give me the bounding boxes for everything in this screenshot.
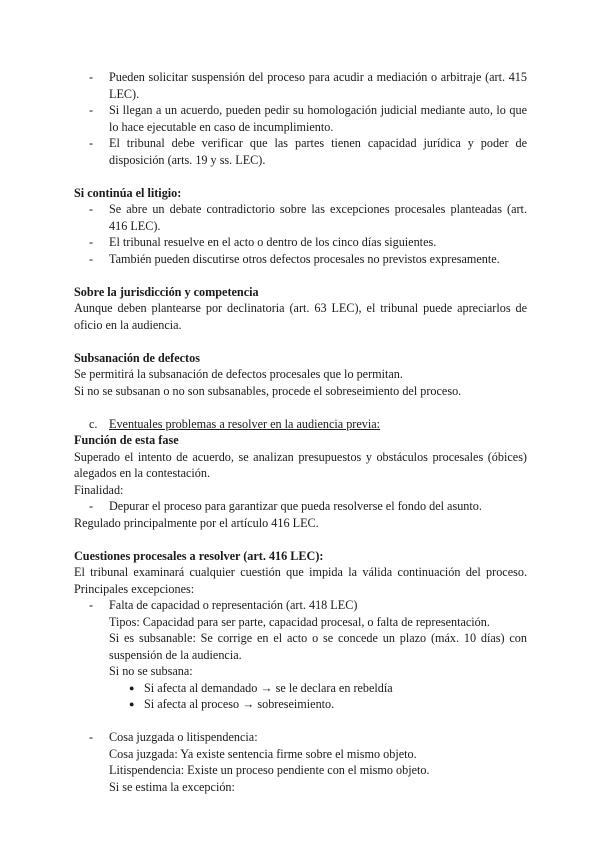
list-item: - El tribunal resuelve en el acto o dentro de los cinco días siguientes.	[74, 234, 527, 251]
list-item: - Si llegan a un acuerdo, pueden pedir su homologación judicial mediante auto, lo que lo hace ejecutable en caso de incumplimiento.	[74, 102, 527, 135]
paragraph: Aunque deben plantearse por declinatoria (art. 63 LEC), el tribunal puede apreciarlos de oficio en la audiencia.	[74, 301, 527, 332]
sub-paragraph: Si no se subsana:	[109, 664, 193, 678]
paragraph: Se permitirá la subsanación de defectos procesales que lo permitan.	[74, 367, 403, 381]
bullet-item: ● Si afecta al demandado → se le declara en rebeldía	[74, 680, 527, 697]
ordered-item-c	[74, 416, 527, 433]
sub-paragraph: Cosa juzgada: Ya existe sentencia firme sobre el mismo objeto.	[109, 746, 417, 761]
list-item: - Depurar el proceso para garantizar que pueda resolverse el fondo del asunto.	[74, 498, 527, 515]
section-heading-jurisdiccion: Sobre la jurisdicción y competencia	[74, 284, 259, 299]
paragraph: El tribunal examinará cualquier cuestión que impida la válida continuación del proceso. Principales excepciones:	[74, 565, 527, 596]
document-content	[74, 69, 527, 795]
section-heading-litigio: Si continúa el litigio:	[74, 185, 182, 200]
list-item-falta: - Falta de capacidad o representación (art. 418 LEC)	[74, 597, 527, 614]
section-title-underlined: Eventuales problemas a resolver en la audiencia previa:	[109, 416, 381, 431]
paragraph: Superado el intento de acuerdo, se analizan presupuestos y obstáculos procesales (óbices) alegados en la contestación.	[74, 449, 527, 480]
sub-paragraph: Tipos: Capacidad para ser parte, capacidad procesal, o falta de representación.	[109, 614, 490, 629]
list-item: - También pueden discutirse otros defectos procesales no previstos expresamente.	[74, 251, 527, 268]
bullet-item: ● Si afecta al proceso → sobreseimiento.	[74, 696, 527, 713]
list-marker: c.	[89, 416, 98, 431]
paragraph: Si no se subsanan o no son subsanables, procede el sobreseimiento del proceso.	[74, 383, 462, 398]
list-item: - Pueden solicitar suspensión del proceso para acudir a mediación o arbitraje (art. 415 LEC).	[74, 69, 527, 102]
sub-paragraph: Si es subsanable: Se corrige en el acto o se concede un plazo (máx. 10 días) con suspensión de la audiencia.	[109, 631, 527, 662]
section-heading-funcion: Función de esta fase	[74, 433, 179, 447]
list-item: - Se abre un debate contradictorio sobre las excepciones procesales planteadas (art. 416 LEC).	[74, 201, 527, 234]
sub-paragraph: Si se estima la excepción:	[109, 779, 235, 794]
paragraph: Regulado principalmente por el artículo 416 LEC.	[74, 515, 319, 530]
sub-paragraph: Litispendencia: Existe un proceso pendiente con el mismo objeto.	[109, 763, 430, 777]
list-item-cosa-juzgada: - Cosa juzgada o litispendencia:	[74, 729, 527, 746]
section-heading-cuestiones: Cuestiones procesales a resolver (art. 416 LEC):	[74, 548, 324, 563]
list-item: - El tribunal debe verificar que las partes tienen capacidad jurídica y poder de disposición (arts. 19 y ss. LEC).	[74, 135, 527, 168]
section-heading-subsanacion: Subsanación de defectos	[74, 350, 200, 365]
finalidad-label: Finalidad:	[74, 482, 124, 497]
